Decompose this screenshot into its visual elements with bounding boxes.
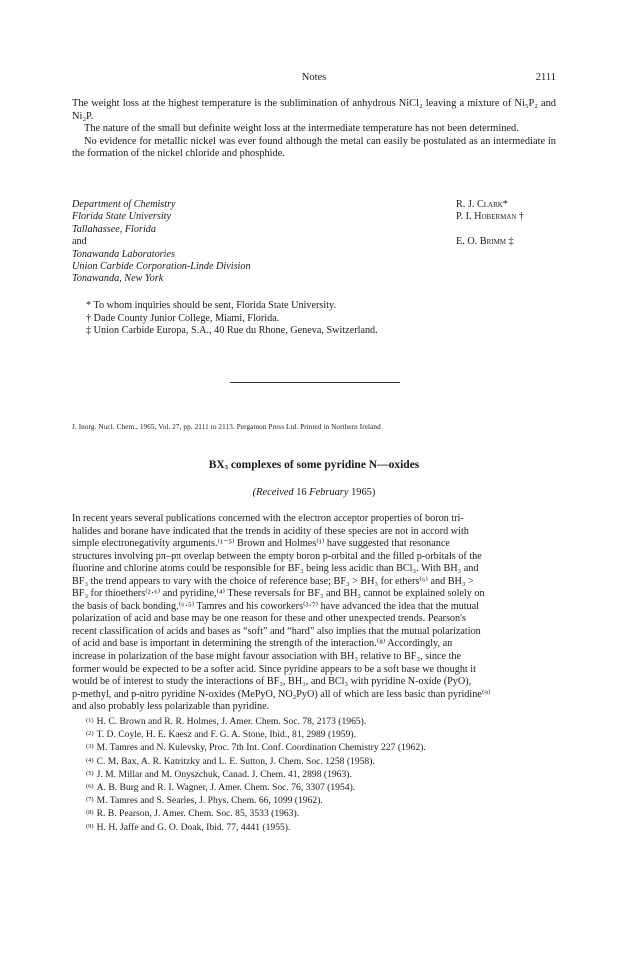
article-title: $BX_3$ complexes of some pyridine N—oxides (208, 459, 420, 471)
received-date: (Received 16 February 1965) (252, 487, 376, 498)
body-line: increase in polarization of the base might favour association with BH₃ relative to BF₃, since the (72, 651, 462, 663)
intro-paragraph-3: No evidence for metallic nickel was ever found although the metal can easily be postulated as an intermediate in the formation of the nickel chloride and phosphide. (72, 135, 556, 160)
reference-item: $^{(9)}$ H. H. Jaffe and G. O. Doak, Ibid. 77, 4441 (1955). (86, 821, 291, 833)
footnote: † Dade County Junior College, Miami, Florida. (86, 312, 280, 324)
intro-paragraph-2: The nature of the small but definite weight loss at the intermediate temperature has not been determined. (84, 123, 519, 135)
section-divider (230, 382, 400, 383)
page-number: 2111 (535, 72, 556, 83)
affiliation-line: Tonawanda, New York (72, 273, 164, 285)
body-line: recent classification of acids and bases as “soft” and “hard” also implies that the mutual polarization (72, 625, 481, 637)
reference-item: $^{(2)}$ T. D. Coyle, H. E. Kaesz and F. G. A. Stone, Ibid., 81, 2989 (1959). (86, 729, 356, 741)
reference-item: $^{(7)}$ M. Tamres and S. Searles, J. Phys. Chem. 66, 1099 (1962). (86, 795, 323, 807)
affiliation-line: and (72, 236, 87, 248)
body-line: and also probably less polarizable than pyridine. (72, 701, 270, 713)
reference-item: $^{(6)}$ A. B. Burg and R. I. Wagner, J. Amer. Chem. Soc. 76, 3307 (1954). (86, 782, 356, 794)
footnote: ‡ Union Carbide Europa, S.A., 40 Rue du Rhone, Geneva, Switzerland. (86, 325, 378, 337)
running-header (72, 72, 556, 86)
author-name: R. J. Clark* (456, 199, 508, 210)
author-name: P. I. Hoberman † (456, 211, 525, 223)
journal-citation: J. Inorg. Nucl. Chem., 1965, Vol. 27, pp. 2111 to 2113. Pergamon Press Ltd. Printed in Northern Ireland (72, 423, 381, 431)
body-line: fluorine and chlorine atoms could be responsible for BF₃ being less acidic than BCl₃. With BH₃ and (72, 563, 479, 575)
body-line: former would be expected to be a softer acid. Since pyridine appears to be a soft base we thought it (72, 663, 476, 675)
reference-item: $^{(8)}$ R. B. Pearson, J. Amer. Chem. Soc. 85, 3533 (1963). (86, 808, 300, 820)
author-footnotes (86, 300, 556, 338)
body-line: structures involving pπ–pπ overlap between the empty boron p-orbital and the filled p-orbitals of the (72, 550, 482, 562)
affiliation-line: Tallahassee, Florida (72, 223, 156, 235)
footnote: * To whom inquiries should be sent, Florida State University. (86, 300, 336, 311)
body-line: the basis of back bonding.⁽⁶·⁵⁾ Tamres and his coworkers⁽³·⁷⁾ have advanced the idea that the mutual (72, 600, 479, 612)
reference-item: $^{(1)}$ H. C. Brown and R. R. Holmes, J. Amer. Chem. Soc. 78, 2173 (1965). (86, 716, 367, 727)
article-body (72, 513, 556, 714)
body-line: of acid and base is important in determining the strength of the interaction.⁽⁸⁾ Accordingly, an (72, 638, 453, 650)
affiliation-block (72, 199, 556, 286)
affiliation-line: Florida State University (72, 211, 172, 223)
body-line: BF₃ for thioethers⁽²·⁶⁾ and pyridine,⁽⁴⁾ These reversals for BF₃ and BH₃ cannot be explained solely on (72, 588, 485, 600)
reference-item: $^{(3)}$ M. Tamres and N. Kulevsky, Proc. 7th Int. Conf. Coordination Chemistry 227 (1962). (86, 742, 426, 754)
body-line: polarization of acid and base may be one reason for these and other unexpected trends. Pearson's (72, 613, 466, 625)
body-line: simple electronegativity arguments.⁽¹⁻⁵⁾ Brown and Holmes⁽¹⁾ have suggested that resonance (72, 538, 450, 550)
body-line: BF₃ the trend appears to vary with the choice of reference base; BF₃ > BH₃ for ethers⁽⁶⁾ and BH₃ > (72, 575, 474, 587)
reference-item: $^{(4)}$ C. M. Bax, A. R. Katritzky and L. E. Sutton, J. Chem. Soc. 1258 (1958). (86, 755, 375, 767)
body-line: halides and borane have indicated that the trends in acidity of these species are not in accord with (72, 525, 469, 537)
body-line: would be of interest to study the interactions of BF₃, BH₃, and BCl₃ with pyridine N-oxide (PyO), (72, 676, 472, 688)
affiliation-line: Tonawanda Laboratories (72, 248, 175, 260)
intro-paragraph-1: The weight loss at the highest temperature is the sublimination of anhydrous NiCl₂ leaving a mixture of Ni₅P₂ and Ni₂P. (72, 98, 556, 122)
body-line: In recent years several publications concerned with the electron acceptor properties of boron tri- (72, 513, 464, 524)
reference-list (86, 715, 556, 834)
section-title: Notes (301, 72, 327, 83)
reference-item: $^{(5)}$ J. M. Millar and M. Onyszchuk, Canad. J. Chem. 41, 2898 (1963). (86, 768, 352, 780)
affiliation-line: Department of Chemistry (72, 199, 176, 210)
affiliation-line: Union Carbide Corporation-Linde Division (72, 260, 251, 272)
intro-text (72, 98, 556, 161)
author-name: E. O. Brimm ‡ (456, 236, 514, 248)
body-line: p-methyl, and p-nitro pyridine N-oxides (MePyO, NO₂PyO) all of which are less basic than pyridine⁽⁹⁾ (72, 688, 491, 700)
